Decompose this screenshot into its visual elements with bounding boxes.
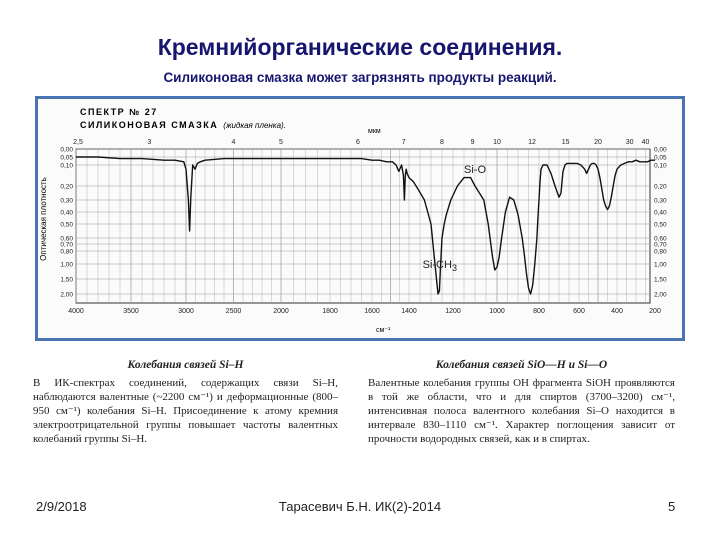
y-left-tick-label: 0,30 (60, 197, 73, 205)
x-tick-label: 3000 (178, 308, 194, 315)
x-top-tick-label: 3 (147, 139, 152, 146)
footer-page-number: 5 (668, 499, 676, 514)
y-left-tick-label: 1,00 (60, 261, 73, 269)
x-tick-label: 4000 (68, 308, 84, 315)
x-top-tick-label: 7 (401, 139, 406, 146)
tick-labels (60, 139, 667, 315)
y-right-tick-label: 0,00 (654, 146, 667, 154)
x-tick-label: 1800 (322, 308, 338, 315)
caption-sio-h-heading: Колебания связей SiO—H и Si—O (435, 359, 608, 371)
y-left-tick-label: 1,50 (60, 276, 73, 284)
spectrum-header-note: (жидкая пленка). (223, 121, 286, 130)
y-right-tick-label: 0,80 (654, 248, 667, 256)
x-top-tick-label: 20 (594, 139, 602, 146)
spectrum-header-sample: СИЛИКОНОВАЯ СМАЗКА (80, 120, 219, 130)
x-top-tick-label: 6 (356, 139, 360, 146)
caption-si-h-text: В ИК-спектрах соединений, содержащих связи Si–H, наблюдаются валентные (~2200 см⁻¹) и деформационные (800–950 см⁻¹) колебания Si–H. Присоединение к атому кремния электроотрицательной группы повышает частоты валентных колебаний группы Si–H. (33, 377, 338, 445)
y-right-tick-label: 1,50 (654, 276, 667, 284)
x-top-tick-label: 15 (561, 139, 570, 146)
y-right-tick-label: 1,00 (654, 261, 667, 269)
x-top-tick-label: 10 (493, 139, 501, 146)
y-right-tick-label: 0,40 (654, 209, 667, 217)
x-top-tick-label: 8 (440, 139, 444, 146)
x-tick-label: 3500 (123, 308, 139, 315)
x-top-tick-label: 9 (470, 139, 475, 146)
caption-sio-h (368, 358, 675, 446)
caption-si-h-heading: Колебания связей Si–H (127, 359, 244, 371)
annotation-text: Si-CH (422, 259, 452, 271)
annotation-label (423, 259, 457, 273)
y-left-tick-label: 0,80 (60, 248, 73, 256)
y-left-tick-label: 0,40 (60, 209, 73, 217)
grid (76, 149, 650, 303)
y-right-tick-label: 0,10 (654, 162, 667, 170)
spectrum-header-line2 (80, 120, 286, 130)
spectrum-svg (38, 99, 682, 338)
x-top-tick-label: 5 (279, 139, 283, 146)
y-right-tick-label: 0,50 (654, 221, 667, 229)
annotation-text: Si-O (464, 164, 486, 177)
spectrum-curve (76, 157, 655, 294)
y-left-tick-label: 0,50 (60, 221, 73, 229)
plot-frame (76, 149, 650, 303)
y-left-tick-label: 0,05 (60, 154, 73, 162)
x-top-tick-label: 40 (641, 139, 650, 146)
y-right-tick-label: 0,20 (654, 183, 667, 191)
y-left-tick-label: 0,20 (60, 183, 73, 191)
x-top-tick-label: 12 (528, 139, 536, 146)
x-tick-label: 1400 (401, 308, 417, 315)
footer-author: Тарасевич Б.Н. ИК(2)-2014 (278, 499, 442, 514)
x-tick-label: 1000 (489, 308, 505, 315)
y-axis-label: Оптическая плотность (39, 177, 48, 261)
y-left-tick-label: 0,00 (60, 146, 73, 154)
ir-spectrum-chart (35, 96, 685, 341)
y-left-tick-label: 0,10 (60, 162, 73, 170)
footer-date: 2/9/2018 (36, 499, 87, 514)
y-left-tick-label: 2,00 (60, 291, 73, 299)
x-tick-label: 600 (573, 308, 585, 315)
y-left-tick-label: 0,60 (60, 235, 73, 243)
annotations (423, 164, 487, 273)
x-tick-label: 1200 (445, 308, 461, 315)
x-top-tick-label: 2,5 (73, 139, 83, 146)
slide-subtitle: Силиконовая смазка может загрязнять продукты реакций. (163, 70, 557, 85)
caption-sio-h-text: Валентные колебания группы OH фрагмента SiOH проявляются в той же области, что и для спиртов (3700–3200) см⁻¹, интенсивная полоса валентного колебания Si–O находится в интервале 830–1110 см⁻¹. Характер поглощения зависит от прочности водородных связей, как и в спиртах. (368, 377, 675, 445)
y-right-tick-label: 0,70 (654, 241, 667, 249)
slide-title: Кремнийорганические соединения. (157, 34, 563, 60)
x-tick-label: 1600 (364, 308, 380, 315)
x-top-axis-label: мкм (368, 128, 381, 135)
x-axis-label: см⁻¹ (376, 327, 391, 334)
x-top-tick-label: 30 (625, 139, 634, 146)
y-right-tick-label: 0,05 (654, 154, 667, 162)
y-right-tick-label: 2,00 (654, 291, 667, 299)
x-tick-label: 400 (611, 308, 623, 315)
annotation-subscript: 3 (451, 263, 457, 273)
x-tick-label: 200 (649, 308, 661, 315)
x-top-tick-label: 4 (231, 139, 236, 146)
annotation-label (464, 164, 486, 176)
x-tick-label: 800 (533, 308, 545, 315)
y-right-tick-label: 0,60 (654, 235, 667, 243)
caption-si-h (33, 358, 338, 446)
x-tick-label: 2000 (273, 308, 289, 315)
y-left-tick-label: 0,70 (60, 241, 73, 249)
spectrum-header-line1: СПЕКТР № 27 (80, 107, 158, 117)
y-right-tick-label: 0,30 (654, 197, 667, 205)
x-tick-label: 2500 (225, 308, 242, 315)
